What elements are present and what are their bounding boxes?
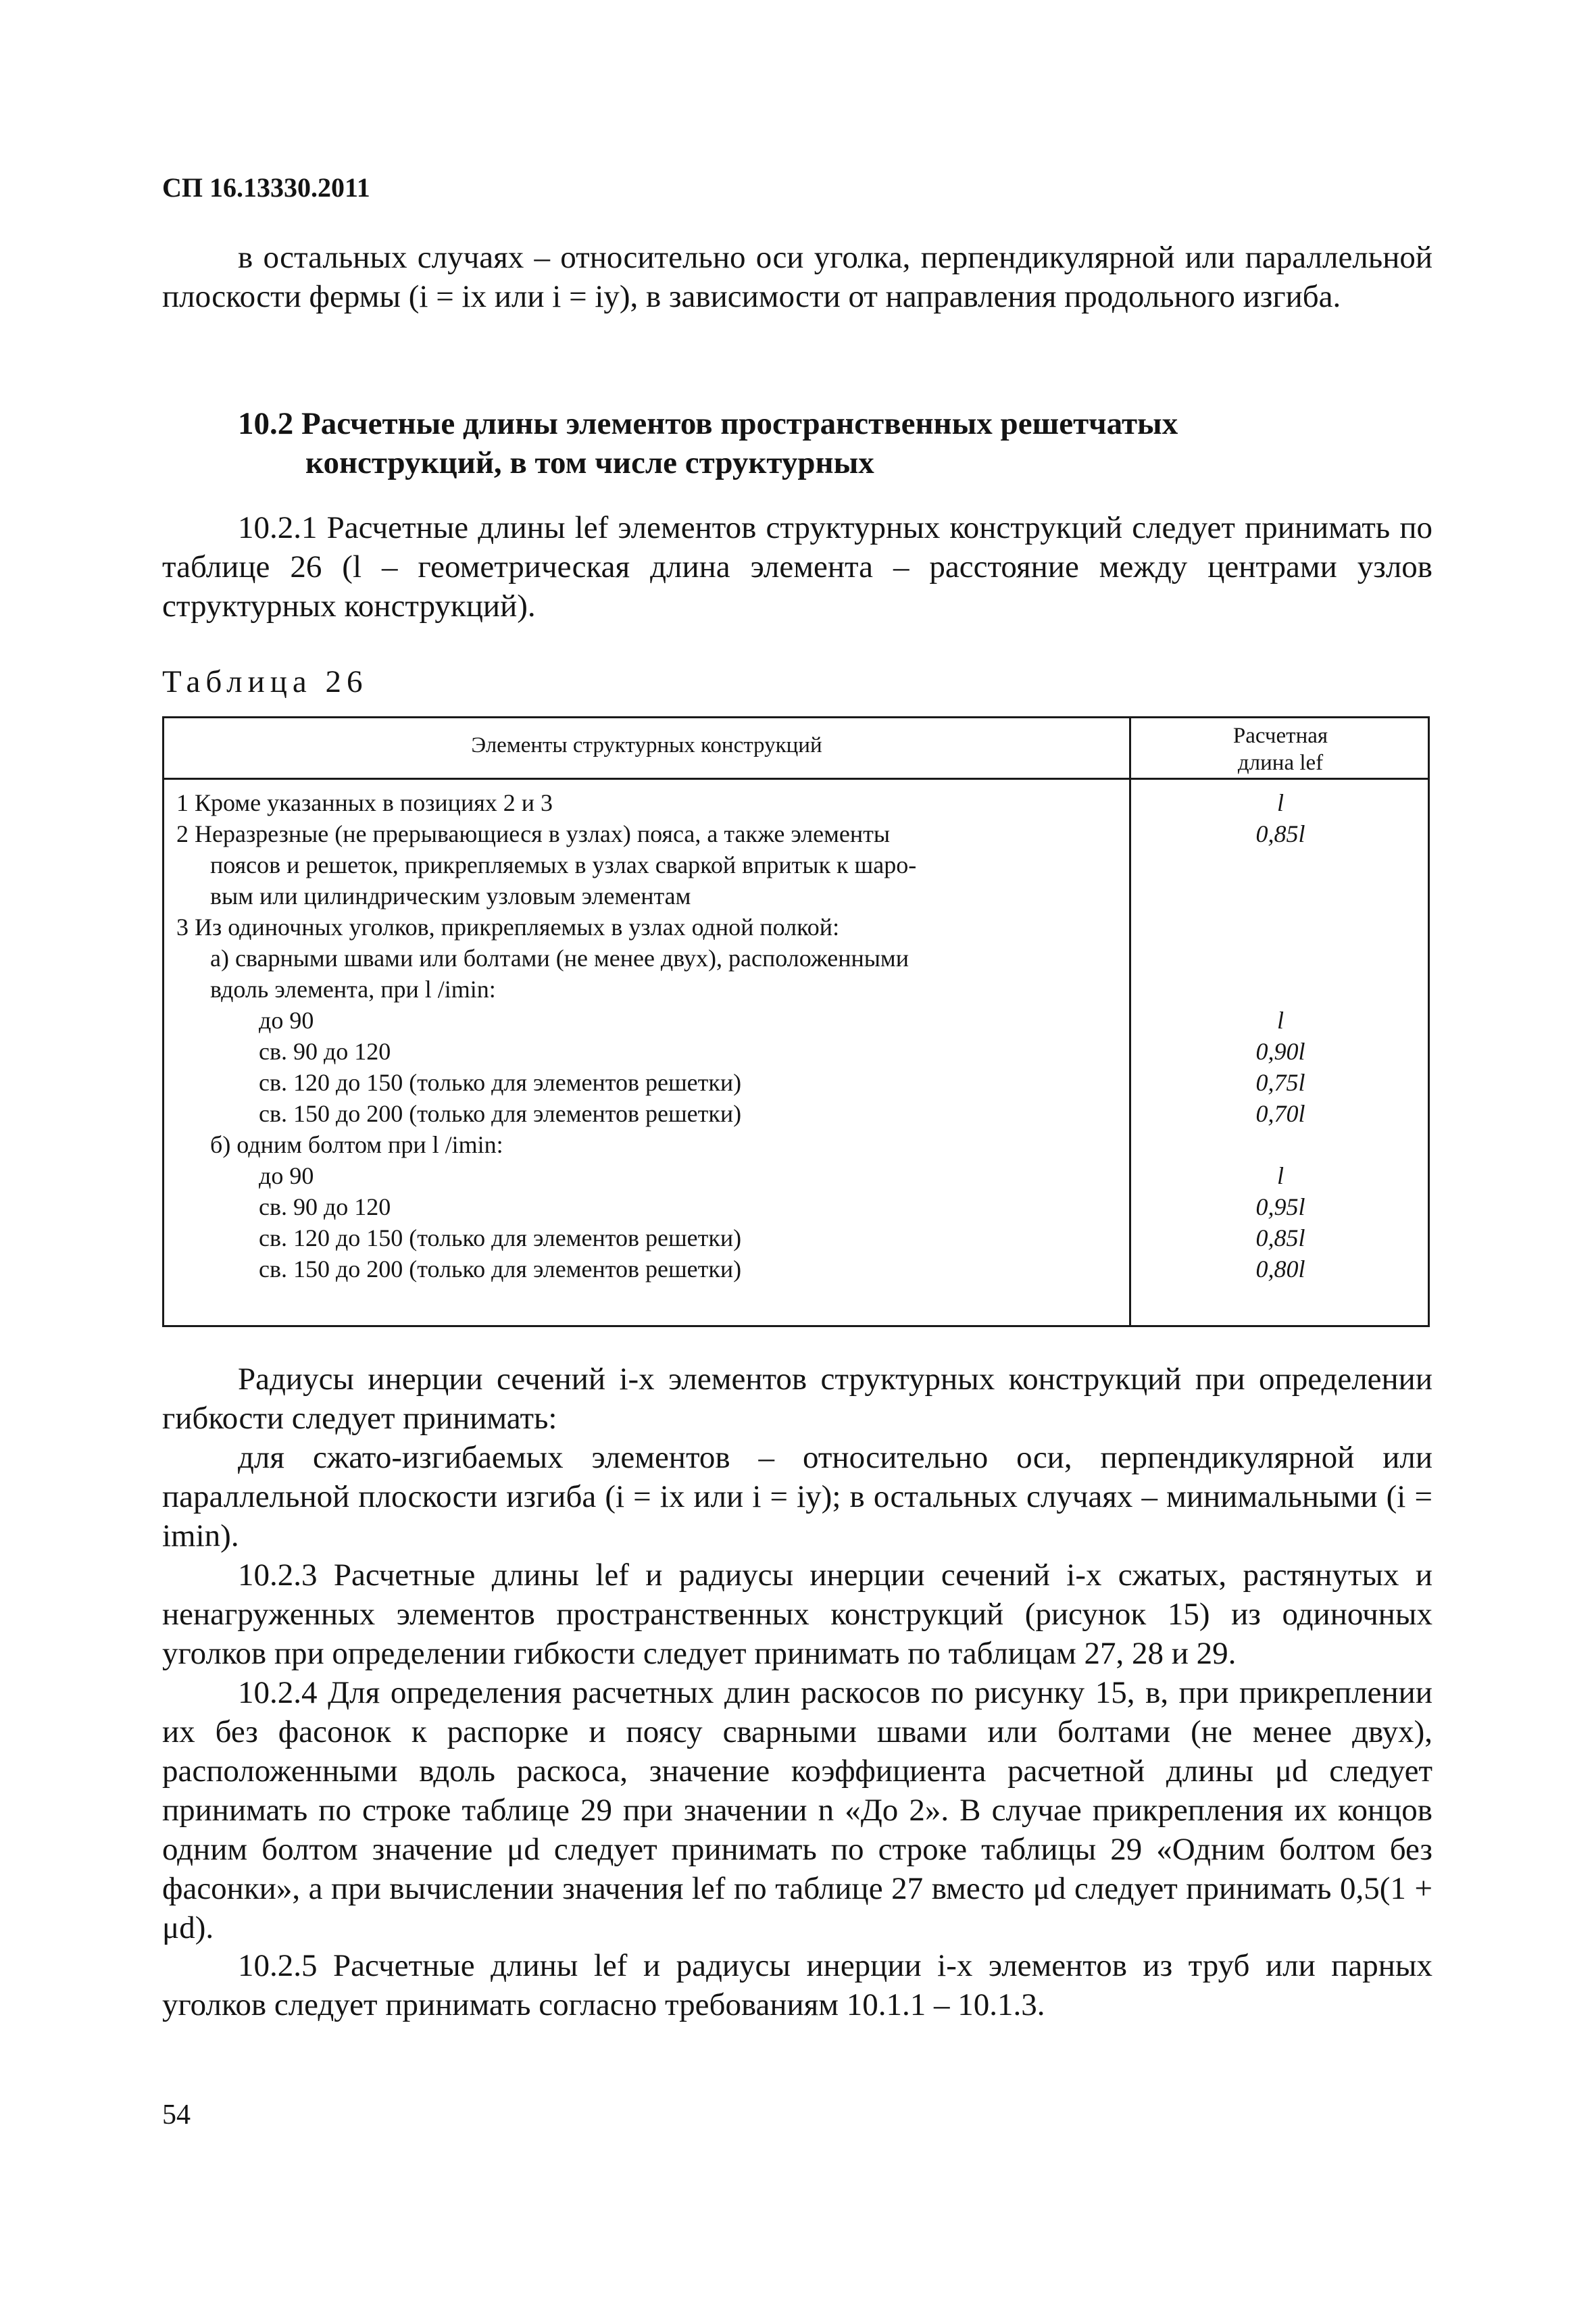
table-row-text: св. 120 до 150 (только для элементов решетки) <box>259 1069 742 1096</box>
table-row-text: 1 Кроме указанных в позициях 2 и 3 <box>176 789 553 816</box>
table-header-length <box>1131 722 1430 776</box>
table-row <box>164 1067 1428 1098</box>
document-header: СП 16.13330.2011 <box>162 172 370 203</box>
table-row <box>164 787 1428 818</box>
table-body <box>164 787 1428 1285</box>
page-number: 54 <box>162 2099 191 2131</box>
table-row-text: св. 120 до 150 (только для элементов решетки) <box>259 1224 742 1251</box>
table-row <box>164 880 1428 912</box>
table-row-value: 0,75l <box>1255 1069 1305 1096</box>
table-row <box>164 1222 1428 1253</box>
paragraph-10-2-4: 10.2.4 Для определения расчетных длин раскосов по рисунку 15, в, при прикреплении их без фасонок к распорке и поясу сварными швами или болтами (не менее двух), расположенными вдоль раскоса, значение коэффициента расчетной длины μd следует принимать по строке таблице 29 при значении n «До 2». В случае прикрепления их концов одним болтом значение μd следует принимать по строке таблицы 29 «Одним болтом без фасонки», а при вычислении значения lef по таблице 27 вместо μd следует принимать 0,5(1 + μd). <box>162 1675 1432 1945</box>
table-row-text: св. 150 до 200 (только для элементов решетки) <box>259 1100 742 1127</box>
table-row <box>164 1098 1428 1129</box>
section-title-line1: 10.2 Расчетные длины элементов пространственных решетчатых <box>238 406 1178 441</box>
table-row-value: l <box>1276 1162 1284 1189</box>
table-row-value: 0,90l <box>1255 1038 1305 1065</box>
table-row-text: 3 Из одиночных уголков, прикрепляемых в узлах одной полкой: <box>176 914 840 941</box>
table-row-text: св. 150 до 200 (только для элементов решетки) <box>259 1255 742 1283</box>
table-row-text: 2 Неразрезные (не прерывающиеся в узлах) пояса, а также элементы <box>176 820 891 847</box>
paragraph-10-2-3: 10.2.3 Расчетные длины lef и радиусы инерции сечений i-х сжатых, растянутых и ненагруженных элементов пространственных конструкций (рисунок 15) из одиночных уголков при определении гибкости следует принимать по таблицам 27, 28 и 29. <box>162 1558 1432 1671</box>
paragraph-compressed-elements: для сжато-изгибаемых элементов – относительно оси, перпендикулярной или параллельной плоскости изгиба (i = ix или i = iy); в остальных случаях – минимальными (i = imin). <box>162 1440 1432 1553</box>
table-row-value: l <box>1276 789 1284 816</box>
table-row-value: 0,95l <box>1255 1193 1305 1220</box>
table-header-length-line1: Расчетная <box>1232 724 1328 748</box>
table-row <box>164 1253 1428 1285</box>
table-row-text: вым или цилиндрическим узловым элементам <box>210 882 691 910</box>
table-row-text: б) одним болтом при l /imin: <box>210 1131 503 1158</box>
table-row <box>164 912 1428 943</box>
paragraph-10-2-5: 10.2.5 Расчетные длины lef и радиусы инерции i-х элементов из труб или парных уголков следует принимать согласно требованиям 10.1.1 – 10.1.3. <box>162 1948 1432 2022</box>
table-header-divider <box>164 778 1428 780</box>
table-row-text: св. 90 до 120 <box>259 1038 391 1065</box>
section-title-line2: конструкций, в том числе структурных <box>305 445 874 480</box>
table-row <box>164 974 1428 1005</box>
table-row-value: 0,70l <box>1255 1100 1305 1127</box>
paragraph-radii: Радиусы инерции сечений i-х элементов структурных конструкций при определении гибкости следует принимать: <box>162 1362 1432 1436</box>
paragraph-10-2-1: 10.2.1 Расчетные длины lef элементов структурных конструкций следует принимать по таблице 26 (l – геометрическая длина элемента – расстояние между центрами узлов структурных конструкций). <box>162 510 1432 624</box>
table-row-text: до 90 <box>259 1162 314 1189</box>
table-header-elements: Элементы структурных конструкций <box>471 733 822 757</box>
table-26 <box>162 716 1430 1327</box>
table-row <box>164 1005 1428 1036</box>
table-row-value: 0,85l <box>1255 820 1305 847</box>
table-row <box>164 1129 1428 1160</box>
table-row-text: поясов и решеток, прикрепляемых в узлах сваркой впритык к шаро- <box>210 851 917 878</box>
table-row <box>164 1160 1428 1191</box>
table-row-text: св. 90 до 120 <box>259 1193 391 1220</box>
section-title <box>238 404 1387 482</box>
table-row-value: 0,85l <box>1255 1224 1305 1251</box>
table-row-value: 0,80l <box>1255 1255 1305 1283</box>
table-caption: Таблица 26 <box>162 664 368 699</box>
table-row <box>164 849 1428 880</box>
table-row <box>164 943 1428 974</box>
table-row-text: а) сварными швами или болтами (не менее двух), расположенными <box>210 945 909 972</box>
table-row <box>164 1191 1428 1222</box>
table-row-value: l <box>1276 1007 1284 1034</box>
table-row-text: вдоль элемента, при l /imin: <box>210 976 496 1003</box>
table-row <box>164 818 1428 849</box>
table-row-text: до 90 <box>259 1007 314 1034</box>
intro-paragraph: в остальных случаях – относительно оси уголка, перпендикулярной или параллельной плоскости фермы (i = ix или i = iy), в зависимости от направления продольного изгиба. <box>162 240 1432 314</box>
table-header-length-line2: длина lef <box>1237 751 1324 775</box>
table-row <box>164 1036 1428 1067</box>
